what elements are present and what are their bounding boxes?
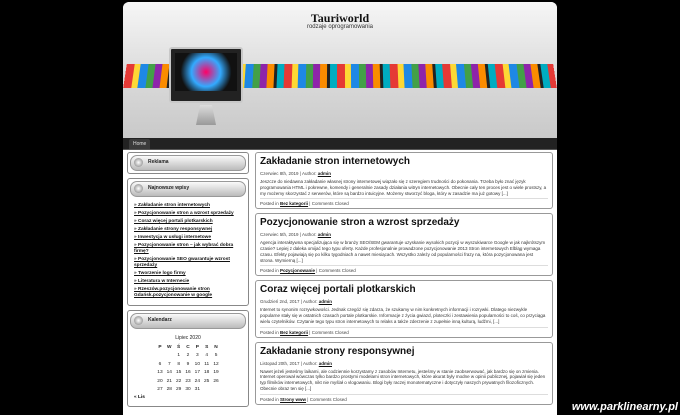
main-nav [123, 138, 557, 150]
calendar-week [155, 385, 220, 394]
widget-title: Najnowsze wpisy [148, 185, 190, 191]
calendar-widget [127, 310, 249, 407]
site-header [123, 2, 557, 138]
widget-title: Reklama [148, 159, 169, 165]
calendar-day: 17 [194, 370, 201, 376]
widget-bullet-icon [134, 158, 143, 167]
post-meta: Listopad 20th, 2017 | Author: admin [260, 360, 333, 366]
calendar-day-header: N [214, 344, 218, 350]
recent-post-link[interactable]: » Pozycjonowanie stron – jak wybrać dobra firmę? [134, 243, 244, 255]
post-category[interactable]: Strony www [280, 396, 307, 402]
calendar-week [155, 351, 220, 360]
calendar-day-header: P [195, 344, 199, 350]
calendar-day: 26 [213, 378, 219, 384]
post-title[interactable]: Pozycjonowanie stron a wzrost sprzedaży [260, 217, 460, 229]
post-title[interactable]: Coraz więcej portali plotkarskich [260, 284, 416, 296]
imac-illustration [169, 47, 243, 103]
calendar-day: 31 [194, 387, 201, 393]
recent-post-link[interactable]: » Literatura w Internecie [134, 279, 244, 285]
widget-title: Kalendarz [148, 316, 172, 323]
calendar-day-header: P [158, 344, 162, 350]
site-watermark: www.parklinearny.pl [571, 401, 678, 413]
calendar-day: 22 [175, 378, 182, 384]
calendar-day: 11 [204, 361, 210, 367]
calendar-day: 10 [194, 361, 201, 367]
post-comments: Comments Closed [318, 268, 356, 274]
nav-item-home[interactable]: Home [129, 139, 150, 149]
calendar-day: 28 [166, 387, 172, 393]
widget-header [130, 181, 246, 197]
calendar-caption: Lipiec 2020 [175, 334, 201, 341]
calendar-day: 4 [205, 353, 209, 359]
post-meta: Czerwiec 5th, 2019 | Author: admin [260, 232, 331, 238]
posted-in-label: Posted in [260, 396, 279, 402]
calendar-week [155, 368, 220, 377]
recent-posts-list [128, 199, 248, 305]
calendar-day: 1 [177, 353, 180, 359]
calendar-day: 19 [213, 370, 219, 376]
calendar-day [155, 351, 164, 360]
post-footer: Posted in Bez kategorii | Comments Closed [260, 327, 548, 335]
calendar-day-header: Ś [177, 344, 181, 350]
calendar-day: 2 [186, 353, 190, 359]
posted-in-label: Posted in [260, 201, 279, 207]
site-tagline: rodzaje oprogramowania [306, 24, 374, 30]
post-footer: Posted in Bez kategorii | Comments Closed [260, 198, 548, 206]
post [255, 342, 553, 405]
post-author[interactable]: admin [317, 232, 331, 238]
calendar-day-header: W [167, 344, 172, 350]
calendar-day: 9 [186, 361, 190, 367]
post-title[interactable]: Zakładanie strony responsywnej [260, 345, 415, 357]
recent-post-link[interactable]: » Tworzenie logo firmy [134, 271, 244, 277]
post-excerpt: Jeszcze do niedawna zakładanie własnej strony internetowej wiązało się z szeregiem trudności do pokonania. Trzeba było znać język programowania HTML i pokrewne, komendy i generalnie zasady działania witryn internetowych. Obecnie cały ten proces jest o wiele prostszy, a my możemy skorzystać z serwerów, które są bardzo intuicyjne. Możemy stworzyć bloga, który w zasadzie ma już gotowy [...] [260, 179, 547, 196]
recent-post-link[interactable]: » Coraz więcej portali plotkarskich [134, 219, 244, 225]
calendar-day: 8 [177, 361, 180, 367]
post-footer: Posted in Strony www | Comments Closed [260, 394, 548, 402]
recent-post-link[interactable]: » Pozycjonowanie stron a wzrost sprzedaży [134, 211, 244, 217]
post-date: Listopad 20th, 2017 [260, 360, 300, 366]
post-author-label: Author: [301, 171, 317, 176]
calendar-day [211, 385, 220, 394]
post-comments: Comments Closed [311, 329, 349, 335]
calendar-day [165, 351, 174, 360]
page-wrapper [123, 2, 557, 415]
imac-stand [196, 105, 216, 125]
calendar-day: 5 [214, 353, 218, 359]
calendar-week [155, 377, 220, 386]
recent-post-link[interactable]: » Pozycjonowanie SEO gwarantuje wzrost sprzedaży [134, 257, 244, 269]
imac-screen [175, 53, 237, 91]
ads-widget [127, 152, 249, 174]
post [255, 152, 553, 209]
calendar-day-header: C [186, 344, 190, 350]
post-comments: Comments Closed [311, 201, 349, 207]
post-meta: Czerwiec 8th, 2019 | Author: admin [260, 171, 331, 176]
post-author[interactable]: admin [318, 360, 333, 366]
post-author-label: Author: [301, 232, 317, 238]
calendar-prev-link[interactable]: « Lis [134, 394, 145, 400]
calendar-day: 27 [157, 387, 163, 393]
post-excerpt: Nawet jeżeli jesteśmy laikami, ale codziennie korzystamy z zasobów Internetu, jesteśmy w stanie zaobserwować, jak bardzo się on zmienia. Internet operował wówczas tylko bardzo prostymi modelami stron internetowych, które akurat były modne w opinii publicznej, pojawiał się jeden typ filmików internetowych, nikt nie myślał o vlogowaniu. Blogi były raczej monotematyczne i dotyczyły naszych prywatnych filozoficznych. Obecnie obraz ten się [...] [260, 368, 546, 391]
post-meta: Grudzień 2nd, 2017 | Author: admin [260, 299, 332, 305]
post-category[interactable]: Bez kategorii [280, 329, 309, 335]
calendar-day: 15 [175, 370, 182, 376]
post-date: Czerwiec 8th, 2019 [260, 171, 299, 176]
post-category[interactable]: Bez kategorii [280, 201, 309, 207]
calendar-day: 23 [185, 378, 191, 384]
post-date: Grudzień 2nd, 2017 [260, 299, 300, 305]
calendar-day: 25 [204, 378, 210, 384]
post-title[interactable]: Zakładanie stron internetowych [260, 156, 411, 167]
calendar-day: 7 [167, 361, 171, 367]
calendar-day: 24 [194, 378, 201, 384]
posted-in-label: Posted in [260, 329, 279, 335]
post-author-label: Author: [302, 299, 318, 305]
calendar-day: 30 [185, 387, 191, 393]
widget-header [130, 155, 246, 171]
recent-post-link[interactable]: » Inwestycja w usługi internetowe [134, 235, 244, 241]
calendar-day: 14 [166, 370, 172, 376]
widget-bullet-icon [134, 184, 143, 193]
post-author-label: Author: [302, 360, 318, 366]
post-comments: Comments Closed [309, 396, 347, 402]
post-date: Czerwiec 5th, 2019 [260, 232, 299, 238]
post-author[interactable]: admin [317, 171, 331, 176]
recent-post-link[interactable]: » Zakładanie strony responsywnej [134, 227, 244, 233]
calendar-day-header: S [205, 344, 209, 350]
widget-header [130, 313, 246, 329]
calendar-week [155, 360, 220, 369]
post-author[interactable]: admin [318, 299, 332, 305]
calendar-day: 13 [157, 370, 163, 376]
calendar-day: 20 [157, 378, 163, 384]
post-footer: Posted in Pozycjonowanie | Comments Closed [260, 265, 548, 273]
calendar-day: 3 [196, 353, 199, 359]
post-category[interactable]: Pozycjonowanie [280, 268, 316, 274]
post-excerpt: Agencja interaktywna specjalizująca się w branży SEO/SEM gwarantuje uzyskanie wysokich pozycji w wyszukiwarce Google w jak najkrótszym czasie? Lepiej z daleka omijać tego typu oferty. Każde profesjonalnie prowadzone pozycjonowanie 2013 Stron internetowych Elbląg wymaga czasu. Efekty pojawiają się po kilku tygodniach a nawet miesiącach. Wszystko zależy od popularności frazy na, która pozycjonowana jest strona. Wymierną [...] [260, 240, 546, 263]
calendar-day: 6 [158, 361, 162, 367]
calendar-day: 12 [213, 361, 219, 367]
post [255, 280, 553, 337]
calendar-day [202, 385, 211, 394]
post-excerpt: Internet to synonim rozrywkowości. Jednak czegóż się zdarza, że szukamy w nim konkretnych informacji i rozrywki. Dlatego niezwykle popularne stały się w ostatnich czasach portale plotkarskie. Informacje z życia gwiazd, ploteczki i zestawienia popularności to coś, co przyciąga wielu czytelników. Czytanie tego typu stron internetowych to relaks a także zderzenie z zupełnie inną kulturą, ludźmi, [...] [260, 307, 546, 324]
calendar-day: 21 [166, 378, 172, 384]
calendar-day: 16 [185, 370, 191, 376]
recent-post-link[interactable]: » Zakładanie stron internetowych [134, 203, 244, 209]
posts-column [255, 152, 553, 409]
sidebar [127, 152, 249, 411]
calendar-day: 29 [175, 387, 182, 393]
calendar-day: 18 [204, 370, 210, 376]
recent-post-link[interactable]: » Rzeszów.pozycjonowanie stron Gdańsk.pozycjonowanie w google [134, 287, 244, 299]
calendar [128, 331, 248, 406]
widget-bullet-icon [134, 316, 143, 325]
posted-in-label: Posted in [260, 268, 279, 274]
post [255, 213, 553, 276]
site-title[interactable]: Tauriworld [310, 11, 370, 25]
calendar-table [155, 343, 220, 394]
recent-posts-widget [127, 178, 249, 306]
